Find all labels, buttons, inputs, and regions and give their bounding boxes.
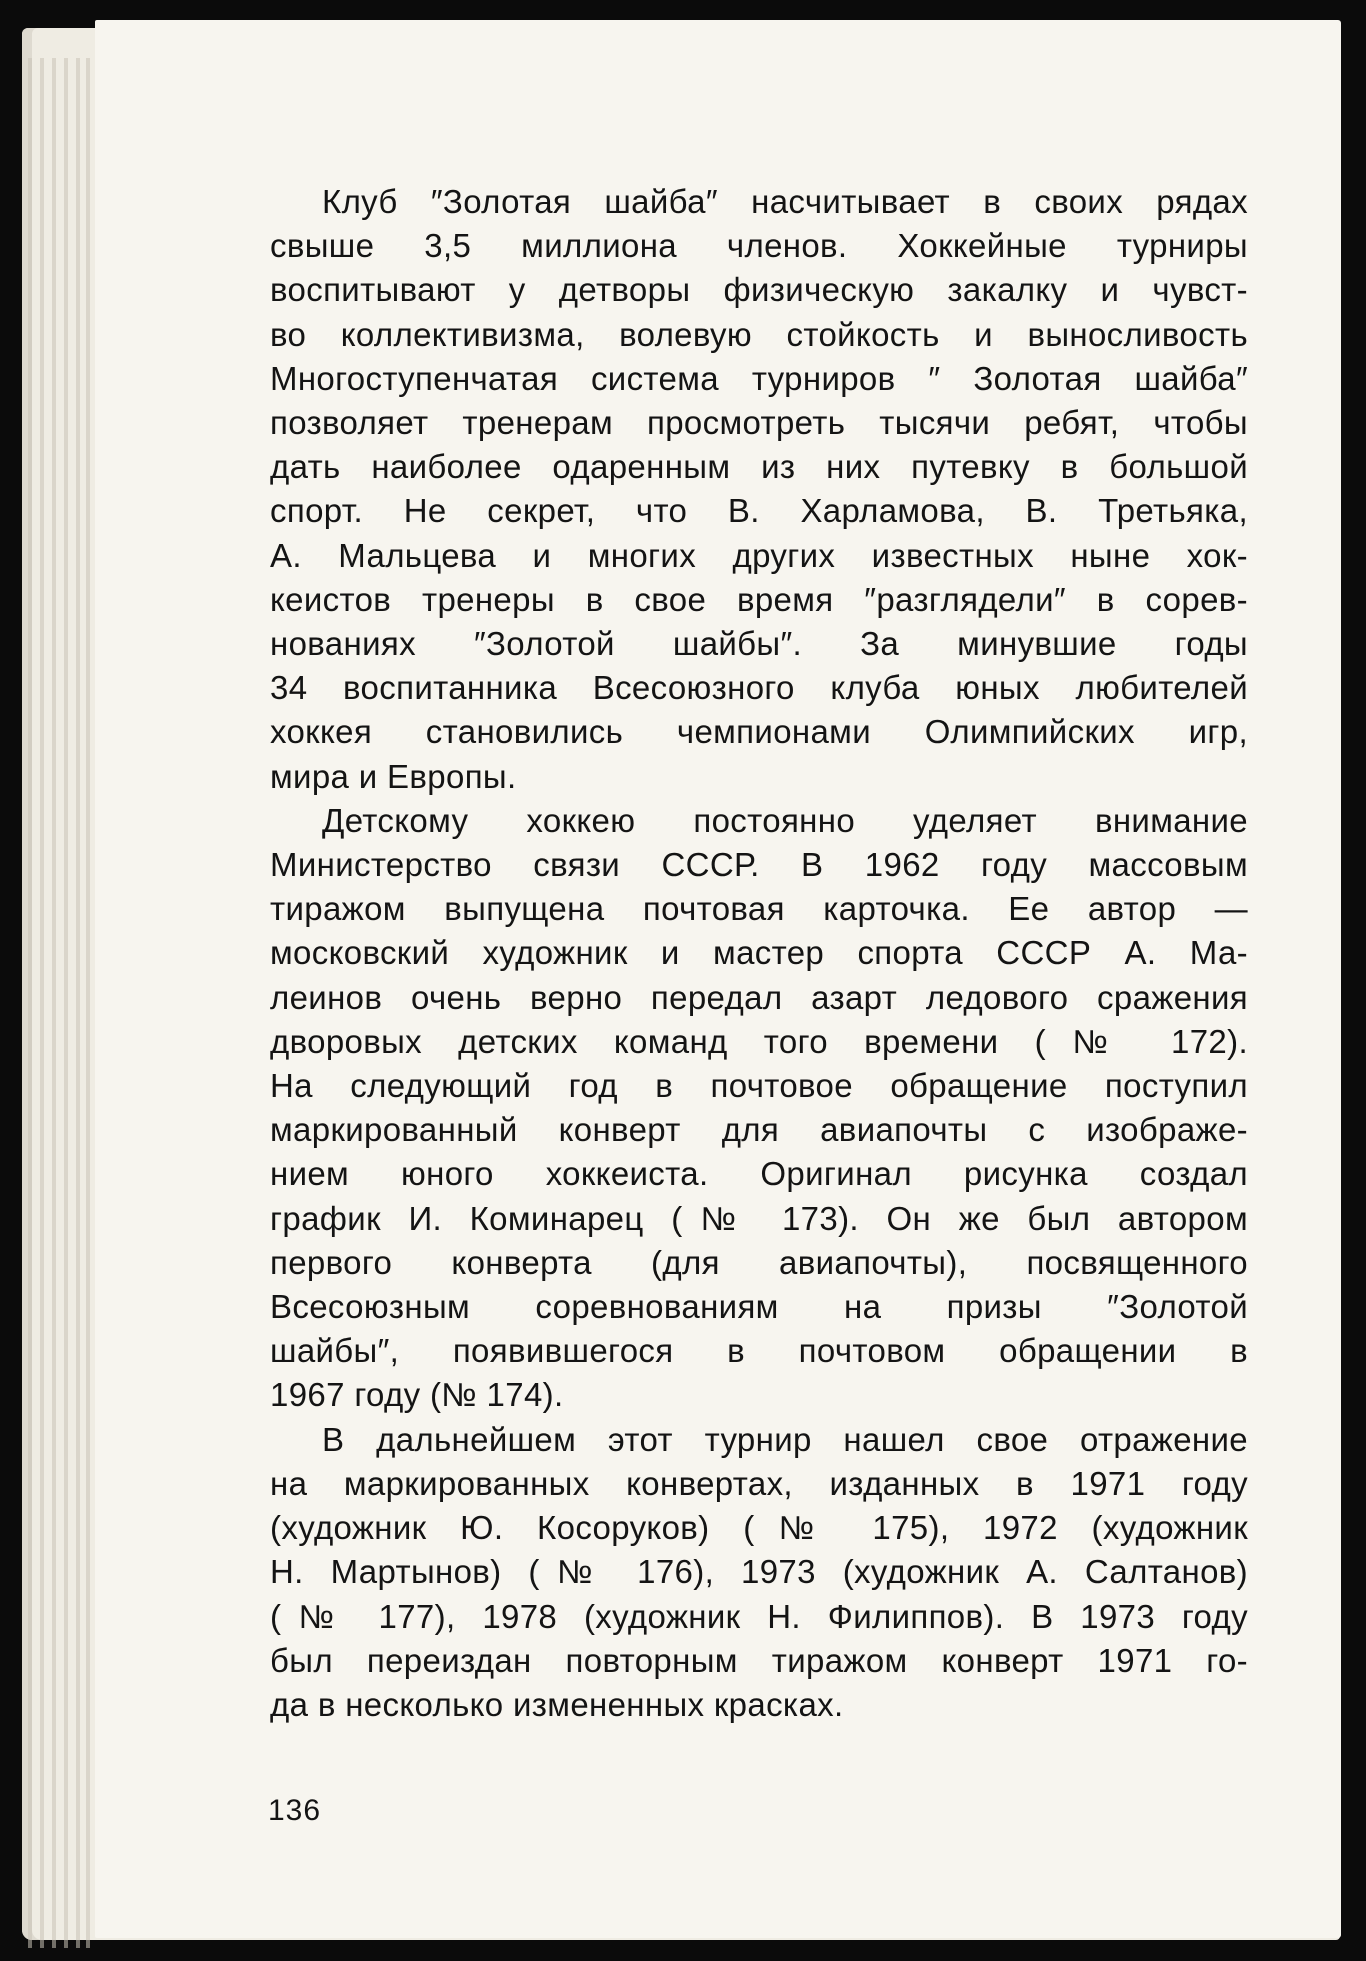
text-line: Всесоюзным соревнованиям на призы ″Золотой	[270, 1288, 1248, 1326]
text-line: кеистов тренеры в свое время ″разглядели″ в сорев-	[270, 580, 1248, 618]
text-line: Детскому хоккею постоянно уделяет внимание	[322, 801, 1248, 839]
text-line: леинов очень верно передал азарт ледового сражения	[270, 978, 1248, 1016]
text-line: Клуб ″Золотая шайба″ насчитывает в своих рядах	[322, 183, 1248, 220]
text-line: тиражом выпущена почтовая карточка. Ее автор —	[270, 890, 1248, 928]
text-line: свыше 3,5 миллиона членов. Хоккейные турниры	[270, 227, 1248, 265]
text-line: Министерство связи СССР. В 1962 году массовым	[270, 846, 1248, 884]
text-line: спорт. Не секрет, что В. Харламова, В. Третьяка,	[270, 492, 1248, 530]
text-line: В дальнейшем этот турнир нашел свое отражение	[322, 1420, 1248, 1458]
text-line: (художник Ю. Косоруков) (№ 175), 1972 (художник	[270, 1509, 1248, 1547]
page-edge	[64, 58, 68, 1948]
text-line: Многоступенчатая система турниров ″ Золотая шайба″	[270, 359, 1248, 397]
text-line: хоккея становились чемпионами Олимпийских игр,	[270, 713, 1248, 751]
text-line: дворовых детских команд того времени (№ 172).	[270, 1022, 1248, 1060]
page-edge	[28, 58, 32, 1948]
text-line: московский художник и мастер спорта СССР А. Ма-	[270, 934, 1248, 972]
page-edge	[86, 58, 90, 1948]
text-line: позволяет тренерам просмотреть тысячи ребят, чтобы	[270, 404, 1248, 442]
text-line: был переиздан повторным тиражом конверт 1971 го-	[270, 1641, 1248, 1679]
paragraph-envelopes	[270, 1418, 1248, 1727]
text-line: маркированный конверт для авиапочты с изображе-	[270, 1111, 1248, 1149]
page-body-text	[270, 180, 1248, 1727]
text-line: (№ 177), 1978 (художник Н. Филиппов). В 1973 году	[270, 1597, 1248, 1635]
text-line: первого конверта (для авиапочты), посвященного	[270, 1243, 1248, 1281]
text-line: нованиях ″Золотой шайбы″. За минувшие годы	[270, 625, 1248, 663]
text-line: На следующий год в почтовое обращение поступил	[270, 1067, 1248, 1105]
page-edge	[40, 58, 44, 1948]
text-line: мира и Европы.	[270, 757, 517, 795]
text-line: шайбы″, появившегося в почтовом обращении в	[270, 1332, 1248, 1370]
text-line: на маркированных конвертах, изданных в 1971 году	[270, 1464, 1248, 1502]
text-line: нием юного хоккеиста. Оригинал рисунка создал	[270, 1155, 1248, 1193]
text-line: воспитывают у детворы физическую закалку и чувст-	[270, 271, 1248, 309]
text-line: дать наиболее одаренным из них путевку в большой	[270, 448, 1248, 486]
text-line: да в несколько измененных красках.	[270, 1685, 844, 1723]
text-line: во коллективизма, волевую стойкость и выносливость	[270, 315, 1248, 353]
paragraph-ministry	[270, 799, 1248, 1418]
text-line: 1967 году (№ 174).	[270, 1376, 564, 1414]
text-line: 34 воспитанника Всесоюзного клуба юных любителей	[270, 669, 1248, 707]
text-line: Н. Мартынов) (№ 176), 1973 (художник А. Салтанов)	[270, 1553, 1248, 1591]
text-line: график И. Коминарец (№ 173). Он же был автором	[270, 1199, 1248, 1237]
paragraph-club	[270, 180, 1248, 799]
text-line: А. Мальцева и многих других известных ныне хок-	[270, 536, 1248, 574]
page-number: 136	[268, 1794, 322, 1827]
page-edge	[76, 58, 80, 1948]
page-edge	[52, 58, 56, 1948]
